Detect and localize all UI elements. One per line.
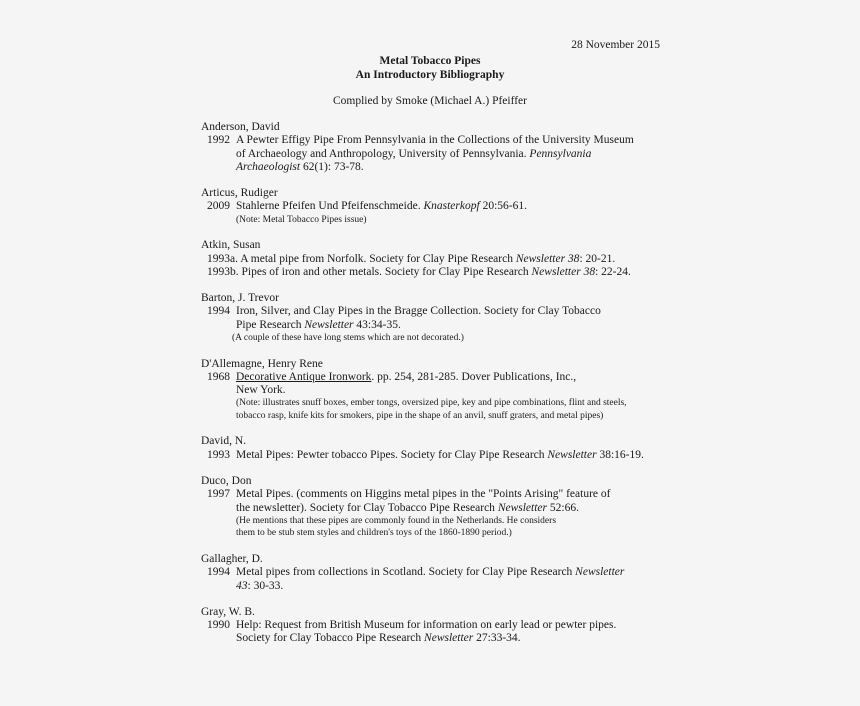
entry-author: Anderson, David [201,121,280,133]
work-line: Metal pipes from collections in Scotland. Society for Clay Pipe Research Newsletter [236,566,625,579]
entry-work [201,253,671,280]
entry-note: (Note: illustrates snuff boxes, ember tongs, oversized pipe, key and pipe combinations, flint and steels, tobacco rasp, knife kits for smokers, pipe in the shape of an anvil, snuff graters, and metal pipes) [236,398,627,421]
work-line: 1993b. Pipes of iron and other metals. Society for Clay Pipe Research Newsletter 38: 22-24. [207,265,631,278]
entry-year: 1997 [207,488,230,501]
entry-work [201,488,671,540]
entry-work [201,566,671,593]
bibliography-entry [201,475,671,540]
work-line: Metal Pipes. (comments on Higgins metal pipes in the "Points Arising" feature of [236,488,611,501]
work-line: Stahlerne Pfeifen Und Pfeifenschmeide. Knasterkopf 20:56-61. [236,200,527,213]
entry-author: Barton, J. Trevor [201,292,279,305]
work-line: A Pewter Effigy Pipe From Pennsylvania in the Collections of the University Museum [236,134,634,147]
entry-author: Gallagher, D. [201,552,263,565]
work-line: New York. [236,384,286,397]
bibliography-entry [201,358,671,423]
work-line: Metal Pipes: Pewter tobacco Pipes. Society for Clay Pipe Research Newsletter 38:16-19. [236,448,644,461]
bibliography-entry [201,292,671,344]
work-line: the newsletter). Society for Clay Tobacco Pipe Research Newsletter 52:66. [236,501,579,514]
title-line-1: Metal Tobacco Pipes [379,55,481,67]
work-line: Archaeologist 62(1): 73-78. [236,160,364,173]
entry-year: 1992 [207,134,230,147]
book-title: Decorative Antique Ironwork [236,370,372,383]
entry-year: 1993a. [207,252,238,265]
journal-title: Pennsylvania [529,147,592,160]
bibliography-entry [201,121,671,174]
entry-year: 1993b. [207,265,239,278]
bibliography-entry [201,606,671,646]
work-line: Society for Clay Tobacco Pipe Research Newsletter 27:33-34. [236,632,521,645]
entry-work [201,619,671,646]
bibliography-list [201,121,671,646]
entry-year: 1993 [207,448,230,461]
entry-work [201,200,671,226]
work-line: 43: 30-33. [236,579,284,592]
entry-author: Articus, Rudiger [201,187,278,200]
document-title [0,54,860,82]
entry-note: them to be stub stem styles and children's toys of the 1860-1890 period.) [236,528,512,539]
journal-title: Newsletter [547,448,597,461]
entry-year: 1994 [207,305,230,318]
journal-volume: 43 [236,579,248,592]
entry-work [201,371,671,423]
journal-title: Knasterkopf [423,200,480,213]
work-line: Decorative Antique Ironwork. pp. 254, 281-285. Dover Publications, Inc., [236,370,577,383]
entry-author: Gray, W. B. [201,605,255,618]
work-line: Pipe Research Newsletter 43:34-35. [236,318,401,331]
journal-title: Archaeologist [236,160,301,173]
entry-author: Atkin, Susan [201,239,261,252]
work-line: Help: Request from British Museum for information on early lead or pewter pipes. [236,619,617,632]
bibliography-entry [201,239,671,279]
entry-author: Duco, Don [201,475,252,488]
journal-title: Newsletter [424,632,474,645]
entry-work [201,305,671,344]
entry-work [201,134,671,174]
entry-year: 2009 [207,200,230,213]
bibliography-entry [201,187,671,226]
work-line: 1993a. A metal pipe from Norfolk. Society for Clay Pipe Research Newsletter 38: 20-21. [207,252,616,265]
entry-note: (He mentions that these pipes are commonly found in the Netherlands. He considers [236,515,557,526]
journal-title: Newsletter [304,318,354,331]
entry-year: 1990 [207,619,230,632]
entry-note: (Note: Metal Tobacco Pipes issue) [236,214,367,225]
journal-title: Newsletter 38 [531,265,596,278]
entry-year: 1968 [207,370,230,383]
bibliography-entry [201,553,671,593]
entry-author: D'Allemagne, Henry Rene [201,357,323,370]
compiler-line: Complied by Smoke (Michael A.) Pfeiffer [333,95,527,107]
title-line-2: An Introductory Bibliography [355,69,505,81]
entry-author: David, N. [201,435,247,448]
entry-note: (A couple of these have long stems which are not decorated.) [232,333,464,344]
entry-work [201,449,671,462]
work-line: Iron, Silver, and Clay Pipes in the Bragge Collection. Society for Clay Tobacco [236,305,601,318]
work-line: of Archaeology and Anthropology, University of Pennsylvania. Pennsylvania [236,147,592,160]
journal-title: Newsletter [575,566,625,579]
document-date: 28 November 2015 [571,39,660,51]
journal-title: Newsletter [497,501,548,514]
entry-year: 1994 [207,566,230,579]
journal-title: Newsletter 38 [515,252,580,265]
bibliography-entry [201,435,671,462]
